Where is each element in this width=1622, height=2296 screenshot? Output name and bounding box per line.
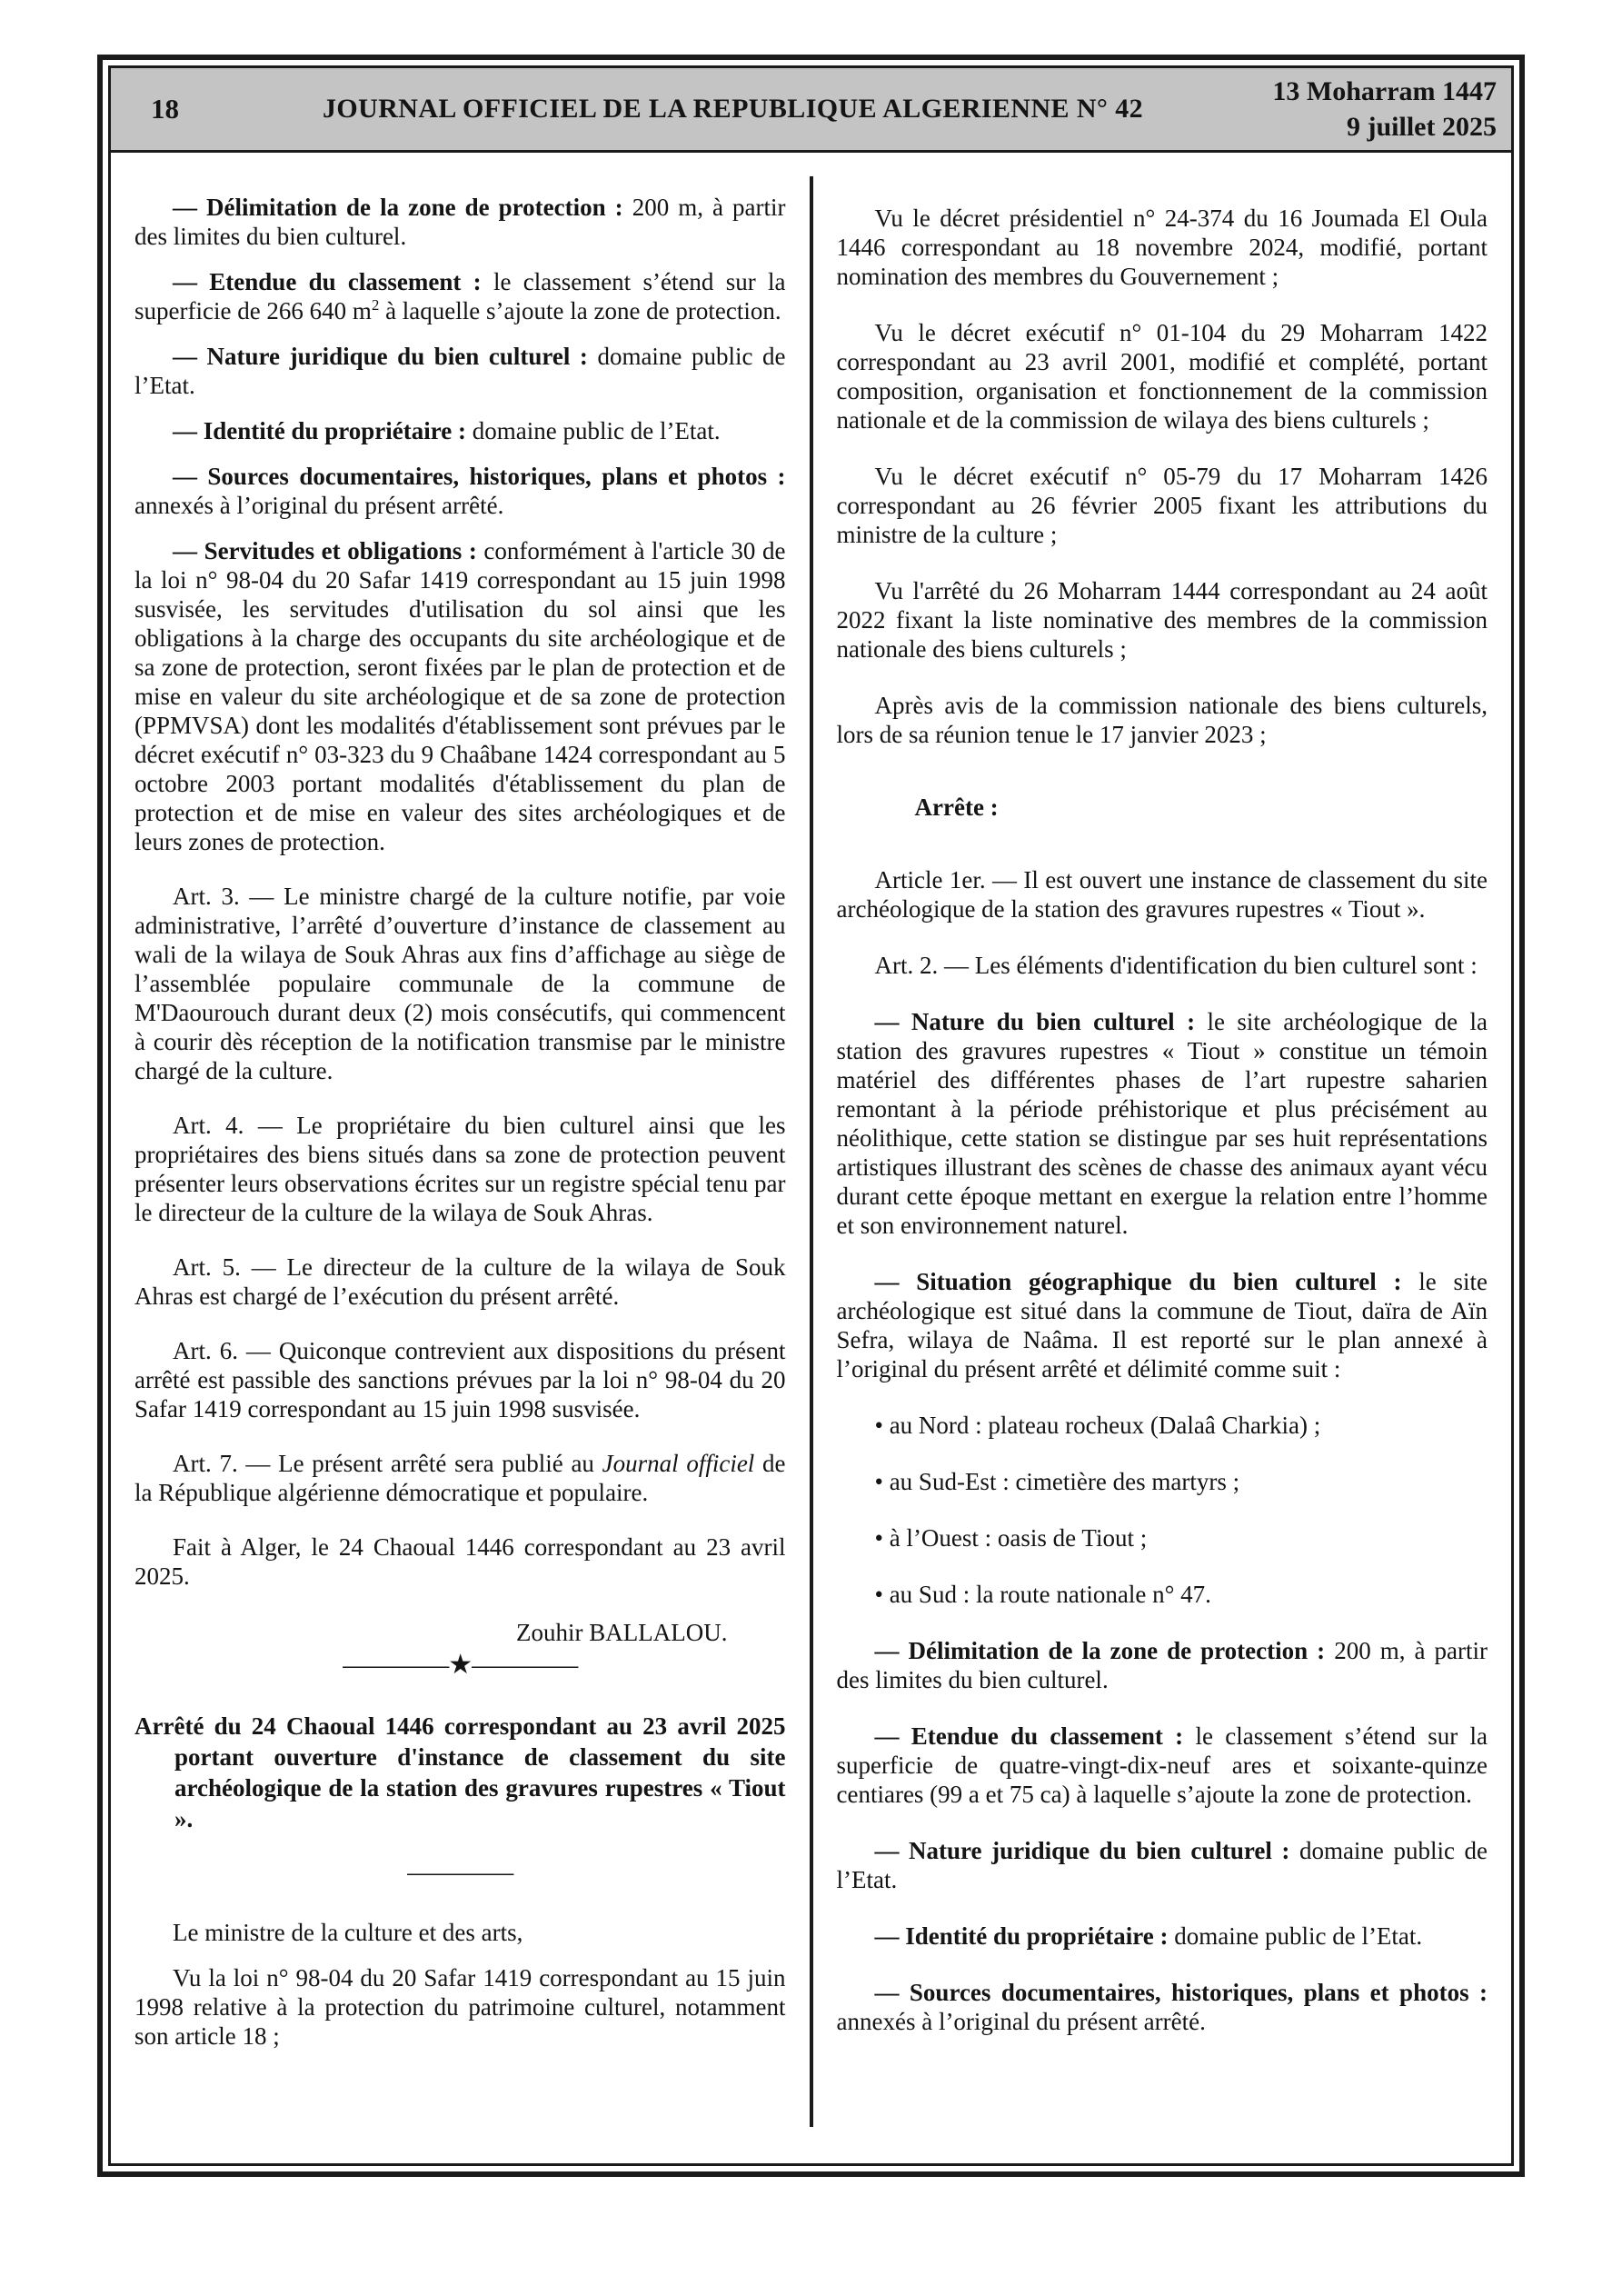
text-segment: Art. 2. — Les éléments d'identification du bien culturel sont : [874,952,1478,979]
text-segment: Art. 5. — Le directeur de la culture de la wilaya de Souk Ahras est chargé de l’exécution du présent arrêté. [134,1253,786,1310]
page-content [111,153,1511,2163]
paragraph [134,1963,786,2051]
star-separator [134,1651,786,1680]
text-segment: — Nature du bien culturel : [874,1008,1208,1035]
date-gregorian: 9 juillet 2025 [1347,112,1497,142]
text-segment: le site archéologique est situé dans la commune de Tiout, daïra de Aïn Sefra, wilaya de Naâma. Il est reporté sur le plan annexé à l’original du présent arrêté et délimité comme suit : [836,1268,1488,1383]
text-segment: annexés à l’original du présent arrêté. [134,492,504,519]
paragraph [837,576,1488,664]
text-segment: — Délimitation de la zone de protection : [173,194,632,221]
text-segment: Art. 3. — Le ministre chargé de la culture notifie, par voie administrative, l’arrêté d’ouverture d’instance de classement au wali de la wilaya de Souk Ahras aux fins d’affichage au siège de l’assemblée populaire communale de la commune de M'Daourouch durant deux (2) mois consécutifs, qui commencent à courir dès réception de la notification transmise par le ministre chargé de la culture. [134,883,786,1084]
text-segment: • au Nord : plateau rocheux (Dalaâ Charkia) ; [874,1412,1321,1439]
paragraph [837,1411,1488,1440]
text-segment: Art. 6. — Quiconque contrevient aux dispositions du présent arrêté est passible des sanctions prévues par la loi n° 98-04 du 20 Safar 1419 correspondant au 15 juin 1998 susvisée. [134,1337,786,1423]
paragraph [134,1111,786,1227]
text-segment: de la République algérienne démocratique et populaire. [134,1450,786,1506]
text-segment: domaine public de l’Etat. [836,1837,1488,1893]
paragraph [837,951,1488,980]
text-segment: — Sources documentaires, historiques, plans et photos : [874,1979,1488,2006]
left-column [111,176,810,2163]
page-inner-border [108,65,1514,2166]
arrete-label [837,793,1488,822]
text-segment: Art. 7. — Le présent arrêté sera publié au [173,1450,602,1477]
text-segment: 200 m, à partir des limites du bien culturel. [836,1637,1488,1693]
paragraph [837,1267,1488,1383]
header-dates [1197,74,1511,145]
journal-title: JOURNAL OFFICIEL DE LA REPUBLIQUE ALGERIENNE N° 42 [323,94,1143,124]
text-segment: • au Sud : la route nationale n° 47. [874,1581,1211,1608]
text-segment: Journal officiel [602,1450,755,1477]
text-segment: Vu le décret exécutif n° 01-104 du 29 Moharram 1422 correspondant au 23 avril 2001, modifié et complété, portant composition, organisation et fonctionnement de la commission nationale et de la commission de wilaya des biens culturels ; [836,319,1488,434]
paragraph [134,416,786,445]
text-segment: Art. 4. — Le propriétaire du bien culturel ainsi que les propriétaires des biens situés dans sa zone de protection peuvent présenter leurs observations écrites sur un registre spécial tenu par le directeur de la culture de la wilaya de Souk Ahras. [134,1112,786,1226]
text-segment: Arrêté du 24 Chaoual 1446 correspondant au 23 avril 2025 portant ouverture d'instance de classement du site archéologique de la station des gravures rupestres « Tiout ». [134,1712,786,1832]
text-segment: Après avis de la commission nationale des biens culturels, lors de sa réunion tenue le 17 janvier 2023 ; [836,692,1488,748]
paragraph [837,1523,1488,1552]
text-segment: domaine public de l’Etat. [1174,1922,1423,1950]
text-segment: annexés à l’original du présent arrêté. [836,2008,1206,2035]
text-segment: — Etendue du classement : [874,1722,1196,1750]
text-segment: ———— [407,1857,513,1887]
paragraph [134,267,786,325]
text-segment: — Sources documentaires, historiques, plans et photos : [173,463,786,490]
paragraph [837,865,1488,923]
arrete-title [134,1711,786,1834]
paragraph [837,318,1488,434]
text-segment: — Délimitation de la zone de protection : [874,1637,1335,1664]
text-segment: le classement s’étend sur la superficie de quatre-vingt-dix-neuf ares et soixante-quinze centiares (99 a et 75 ca) à laquelle s’ajoute la zone de protection. [836,1722,1488,1808]
paragraph [134,1449,786,1507]
paragraph [837,1580,1488,1609]
text-segment: — Servitudes et obligations : [173,537,484,564]
text-segment: — Etendue du classement : [173,268,493,295]
text-segment: Arrête : [914,794,999,821]
text-segment: domaine public de l’Etat. [472,417,721,444]
text-segment: • à l’Ouest : oasis de Tiout ; [874,1524,1148,1552]
paragraph [837,1978,1488,2036]
paragraph [837,1467,1488,1496]
paragraph [837,462,1488,549]
paragraph [837,1722,1488,1809]
text-segment: • au Sud-Est : cimetière des martyrs ; [874,1468,1240,1495]
text-segment: le classement s’étend sur la superficie de 266 640 m [134,268,786,324]
paragraph [134,1253,786,1311]
paragraph [134,536,786,856]
page-header [111,68,1511,153]
date-hijri: 13 Moharram 1447 [1272,76,1497,106]
text-segment: Vu le décret présidentiel n° 24-374 du 16 Joumada El Oula 1446 correspondant au 18 novembre 2024, modifié, portant nomination des membres du Gouvernement ; [836,205,1488,290]
paragraph [837,204,1488,291]
superscript: 2 [371,296,380,314]
paragraph [134,193,786,251]
text-segment: ————★———— [343,1650,578,1680]
page-number: 18 [151,93,179,125]
text-segment: Zouhir BALLALOU. [516,1619,728,1646]
text-segment: — Identité du propriétaire : [874,1922,1175,1950]
text-segment: Vu le décret exécutif n° 05-79 du 17 Moharram 1426 correspondant au 26 février 2005 fixant les attributions du ministre de la culture ; [836,463,1488,548]
text-segment: à laquelle s’ajoute la zone de protection. [379,297,781,324]
text-segment: Le ministre de la culture et des arts, [173,1919,523,1946]
page-frame [97,55,1525,2177]
right-column [813,176,1512,2163]
text-segment: — Identité du propriétaire : [173,417,473,444]
text-segment: conformément à l'article 30 de la loi n° 98-04 du 20 Safar 1419 correspondant au 15 juin 1998 susvisée, les servitudes d'utilisation du sol ainsi que les obligations à la charge des occupants du site archéologique et de sa zone de protection, seront fixées par le plan de protection et de mise en valeur du site archéologique et de sa zone de protection (PPMVSA) dont les modalités d'établissement sont prévues par le décret exécutif n° 03-323 du 9 Chaâbane 1424 correspondant au 5 octobre 2003 portant modalités d'établissement du plan de protection et de mise en valeur des sites archéologiques et de leurs zones de protection. [134,537,786,855]
text-segment: Vu l'arrêté du 26 Moharram 1444 correspondant au 24 août 2022 fixant la liste nominative des membres de la commission nationale des biens culturels ; [836,577,1488,663]
paragraph [837,1636,1488,1694]
signature [134,1618,728,1647]
dash-separator [134,1858,786,1887]
paragraph [134,462,786,520]
paragraph [134,342,786,400]
paragraph [837,1007,1488,1240]
text-segment: — Nature juridique du bien culturel : [874,1837,1299,1864]
text-segment: Article 1er. — Il est ouvert une instance de classement du site archéologique de la station des gravures rupestres « Tiout ». [836,866,1488,923]
paragraph [134,1336,786,1423]
text-segment: Fait à Alger, le 24 Chaoual 1446 correspondant au 23 avril 2025. [134,1533,786,1590]
text-segment: domaine public de l’Etat. [134,343,786,399]
paragraph [837,691,1488,749]
text-segment: — Nature juridique du bien culturel : [173,343,598,370]
text-segment: le site archéologique de la station des gravures rupestres « Tiout » constitue un témoin matériel des différentes phases de l’art rupestre saharien remontant à la période préhistorique et plus précisément au néolithique, cette station se distingue par ses huit représentations artistiques illustrant des scènes de chasse des animaux ayant vécu durant cette époque mettant en exergue la relation entre l’homme et son environnement naturel. [836,1008,1488,1239]
paragraph [837,1836,1488,1894]
text-segment: — Situation géographique du bien culturel : [874,1268,1419,1295]
text-segment: 200 m, à partir des limites du bien culturel. [134,194,786,250]
paragraph [837,1922,1488,1951]
text-segment: Vu la loi n° 98-04 du 20 Safar 1419 correspondant au 15 juin 1998 relative à la protection du patrimoine culturel, notamment son article 18 ; [134,1964,786,2050]
paragraph [134,1532,786,1591]
paragraph [134,882,786,1085]
paragraph [134,1918,786,1947]
